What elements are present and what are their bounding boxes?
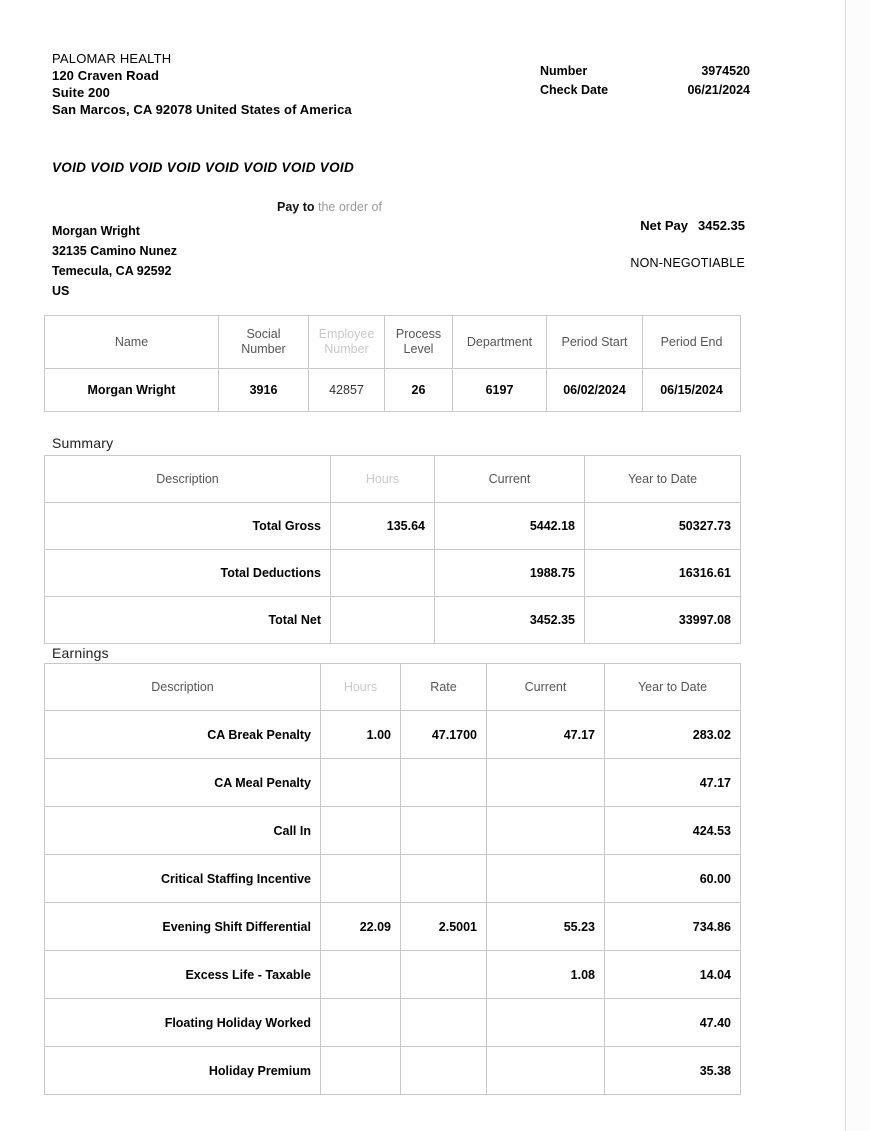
summary-header-current: Current xyxy=(435,456,585,503)
header-process-level: Process Level xyxy=(385,316,453,369)
earnings-cell-ytd: 283.02 xyxy=(605,711,741,759)
summary-cell-current: 5442.18 xyxy=(435,503,585,550)
summary-cell-current: 1988.75 xyxy=(435,550,585,597)
table-row xyxy=(45,550,741,597)
summary-cell-hours xyxy=(331,597,435,644)
summary-cell-current: 3452.35 xyxy=(435,597,585,644)
check-date-value: 06/21/2024 xyxy=(687,83,750,97)
company-address-line-1: 120 Craven Road xyxy=(52,68,159,83)
check-date-row xyxy=(540,81,750,100)
table-row xyxy=(45,999,741,1047)
cell-period-end: 06/15/2024 xyxy=(643,369,741,412)
page-margin-area xyxy=(846,0,870,1131)
company-address-line-2: Suite 200 xyxy=(52,85,110,100)
earnings-body xyxy=(45,711,741,1095)
earnings-cell-description: Holiday Premium xyxy=(45,1047,321,1095)
table-row xyxy=(45,903,741,951)
summary-cell-ytd: 50327.73 xyxy=(585,503,741,550)
earnings-header-description: Description xyxy=(45,664,321,711)
earnings-cell-ytd: 47.40 xyxy=(605,999,741,1047)
earnings-header-row xyxy=(45,664,741,711)
earnings-cell-hours xyxy=(321,807,401,855)
earnings-cell-hours: 1.00 xyxy=(321,711,401,759)
summary-cell-description: Total Deductions xyxy=(45,550,331,597)
table-row xyxy=(45,503,741,550)
earnings-cell-description: Critical Staffing Incentive xyxy=(45,855,321,903)
table-row xyxy=(45,951,741,999)
earnings-cell-hours: 22.09 xyxy=(321,903,401,951)
check-date-label: Check Date xyxy=(540,83,609,97)
summary-cell-ytd: 33997.08 xyxy=(585,597,741,644)
earnings-cell-current xyxy=(487,759,605,807)
header-name: Name xyxy=(45,316,219,369)
cell-employee-name: Morgan Wright xyxy=(45,369,219,412)
cell-social-number: 3916 xyxy=(219,369,309,412)
summary-header-hours: Hours xyxy=(331,456,435,503)
table-row xyxy=(45,855,741,903)
header-department: Department xyxy=(453,316,547,369)
earnings-cell-rate xyxy=(401,951,487,999)
payee-name: Morgan Wright xyxy=(52,224,140,238)
earnings-cell-ytd: 35.38 xyxy=(605,1047,741,1095)
cell-department: 6197 xyxy=(453,369,547,412)
void-text: VOID VOID VOID VOID VOID VOID VOID VOID xyxy=(52,160,354,175)
payee-city-state-zip: Temecula, CA 92592 xyxy=(52,264,172,278)
earnings-header-ytd: Year to Date xyxy=(605,664,741,711)
earnings-header-hours: Hours xyxy=(321,664,401,711)
earnings-cell-description: Call In xyxy=(45,807,321,855)
check-number-row xyxy=(540,62,750,81)
table-row xyxy=(45,807,741,855)
earnings-cell-description: Evening Shift Differential xyxy=(45,903,321,951)
earnings-table xyxy=(44,663,741,1095)
earnings-cell-description: CA Meal Penalty xyxy=(45,759,321,807)
earnings-cell-hours xyxy=(321,951,401,999)
cell-process-level: 26 xyxy=(385,369,453,412)
earnings-cell-rate xyxy=(401,807,487,855)
earnings-section-title: Earnings xyxy=(52,645,109,661)
earnings-cell-current xyxy=(487,999,605,1047)
earnings-cell-hours xyxy=(321,759,401,807)
company-name: PALOMAR HEALTH xyxy=(52,51,172,66)
earnings-cell-current: 47.17 xyxy=(487,711,605,759)
payee-block xyxy=(52,221,177,301)
earnings-cell-rate: 2.5001 xyxy=(401,903,487,951)
cell-period-start: 06/02/2024 xyxy=(547,369,643,412)
table-row xyxy=(45,759,741,807)
summary-cell-hours: 135.64 xyxy=(331,503,435,550)
earnings-cell-ytd: 47.17 xyxy=(605,759,741,807)
pay-to-label: Pay to xyxy=(277,200,315,214)
earnings-cell-rate xyxy=(401,999,487,1047)
summary-header-row xyxy=(45,456,741,503)
order-of-label: the order of xyxy=(318,200,382,214)
earnings-cell-hours xyxy=(321,1047,401,1095)
header-period-end: Period End xyxy=(643,316,741,369)
earnings-header-current: Current xyxy=(487,664,605,711)
net-pay-label: Net Pay xyxy=(640,218,688,233)
earnings-cell-rate xyxy=(401,759,487,807)
earnings-cell-ytd: 424.53 xyxy=(605,807,741,855)
company-address-line-3: San Marcos, CA 92078 United States of America xyxy=(52,102,352,117)
earnings-cell-description: Floating Holiday Worked xyxy=(45,999,321,1047)
earnings-cell-hours xyxy=(321,999,401,1047)
earnings-cell-current: 55.23 xyxy=(487,903,605,951)
summary-table xyxy=(44,455,741,644)
header-social-number: Social Number xyxy=(219,316,309,369)
company-block xyxy=(52,50,352,118)
employee-info-header-row xyxy=(45,316,741,369)
non-negotiable-label: NON-NEGOTIABLE xyxy=(630,256,745,270)
net-pay-block xyxy=(600,218,745,233)
earnings-cell-description: Excess Life - Taxable xyxy=(45,951,321,999)
earnings-header-rate: Rate xyxy=(401,664,487,711)
employee-info-table xyxy=(44,315,741,412)
summary-header-ytd: Year to Date xyxy=(585,456,741,503)
table-row xyxy=(45,1047,741,1095)
earnings-cell-current xyxy=(487,1047,605,1095)
payee-street: 32135 Camino Nunez xyxy=(52,244,178,258)
summary-cell-ytd: 16316.61 xyxy=(585,550,741,597)
summary-section-title: Summary xyxy=(52,435,114,451)
earnings-cell-rate xyxy=(401,855,487,903)
earnings-cell-description: CA Break Penalty xyxy=(45,711,321,759)
table-row xyxy=(45,597,741,644)
earnings-cell-hours xyxy=(321,855,401,903)
net-pay-amount: 3452.35 xyxy=(698,218,745,233)
summary-cell-description: Total Gross xyxy=(45,503,331,550)
earnings-cell-rate: 47.1700 xyxy=(401,711,487,759)
employee-info-row xyxy=(45,369,741,412)
summary-header-description: Description xyxy=(45,456,331,503)
earnings-cell-current xyxy=(487,807,605,855)
cell-employee-number: 42857 xyxy=(309,369,385,412)
summary-cell-description: Total Net xyxy=(45,597,331,644)
header-employee-number: Employee Number xyxy=(309,316,385,369)
payee-country: US xyxy=(52,284,70,298)
header-period-start: Period Start xyxy=(547,316,643,369)
earnings-cell-rate xyxy=(401,1047,487,1095)
check-number-value: 3974520 xyxy=(701,64,750,78)
summary-cell-hours xyxy=(331,550,435,597)
check-meta-block xyxy=(540,62,750,100)
earnings-cell-ytd: 60.00 xyxy=(605,855,741,903)
earnings-cell-ytd: 14.04 xyxy=(605,951,741,999)
earnings-cell-current xyxy=(487,855,605,903)
summary-body xyxy=(45,503,741,644)
check-number-label: Number xyxy=(540,64,588,78)
table-row xyxy=(45,711,741,759)
pay-to-order-of xyxy=(277,200,382,214)
earnings-cell-ytd: 734.86 xyxy=(605,903,741,951)
earnings-cell-current: 1.08 xyxy=(487,951,605,999)
